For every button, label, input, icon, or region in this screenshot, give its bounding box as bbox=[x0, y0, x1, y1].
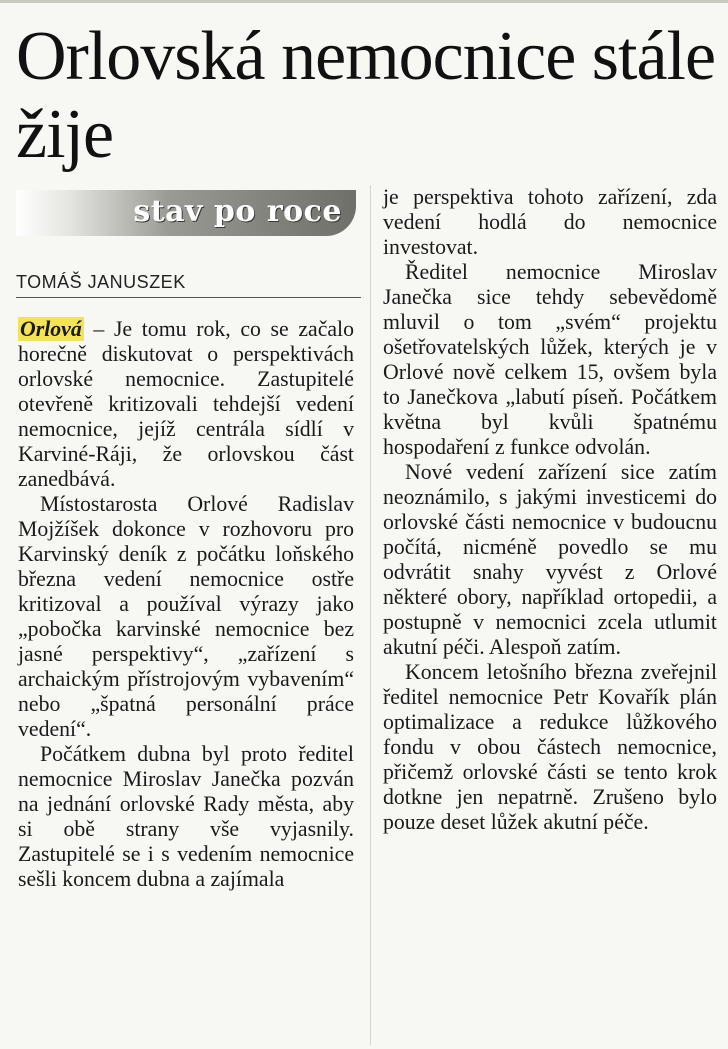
kicker-label: stav po roce bbox=[133, 194, 342, 229]
paragraph-1-text: Je tomu rok, co se začalo horečně diskutovat o perspektivách orlovské nemocnice. Zastupitelé otevřeně kritizovali tehdejší vedení nemocnice, jejíž centrála sídlí v Karviné-Ráji, že orlovskou část zanedbává. bbox=[18, 317, 354, 491]
dateline-separator: – bbox=[83, 317, 114, 341]
paragraph-2: Místostarosta Orlové Radislav Mojžíšek dokonce v rozhovoru pro Karvinský deník z počátku loňského března vedení nemocnice ostře kritizoval a používal výrazy jako „pobočka karvinské nemocnice bez jasné perspektivy“, „zařízení s archaickým přístrojovým vybavením“ nebo „špatná personální práce vedení“. bbox=[18, 492, 354, 741]
author-byline: TOMÁŠ JANUSZEK bbox=[16, 272, 361, 298]
paragraph-5: Ředitel nemocnice Miroslav Janečka sice tehdy sebevědomě mluvil o tom „svém“ projektu ošetřovatelských lůžek, kterých je v Orlové nově celkem 15, ovšem byla to Janečkova „labutí píseň. Počátkem května byl kvůli špatnému hospodaření z funkce odvolán. bbox=[383, 260, 717, 459]
left-column bbox=[18, 317, 354, 892]
paragraph-4: je perspektiva tohoto zařízení, zda vedení hodlá do nemocnice investovat. bbox=[383, 185, 717, 259]
kicker-banner bbox=[16, 190, 356, 236]
paragraph-7: Koncem letošního března zveřejnil ředitel nemocnice Petr Kovařík plán optimalizace a redukce lůžkového fondu v obou částech nemocnice, přičemž orlovské části se tento krok dotkne jen nepatrně. Zrušeno bylo pouze deset lůžek akutní péče. bbox=[383, 660, 717, 834]
dateline: Orlová bbox=[20, 317, 82, 341]
top-rule bbox=[0, 0, 728, 3]
paragraph-1 bbox=[18, 317, 354, 492]
article-headline: Orlovská nemocnice stále žije bbox=[16, 18, 716, 173]
paragraph-3: Počátkem dubna byl proto ředitel nemocnice Miroslav Janečka pozván na jednání orlovské Rady města, aby si obě strany vše vyjasnily. Zastupitelé se i s vedením nemocnice sešli koncem dubna a zajímala bbox=[18, 742, 354, 891]
paragraph-6: Nové vedení zařízení sice zatím neoznámilo, s jakými investicemi do orlovské části nemocnice v budoucnu počítá, nicméně povedlo se mu odvrátit snahy vyvést z Orlové některé obory, například ortopedii, a postupně v nemocnici zcela utlumit akutní péči. Alespoň zatím. bbox=[383, 460, 717, 659]
column-divider bbox=[370, 185, 371, 1045]
right-column bbox=[383, 185, 717, 835]
